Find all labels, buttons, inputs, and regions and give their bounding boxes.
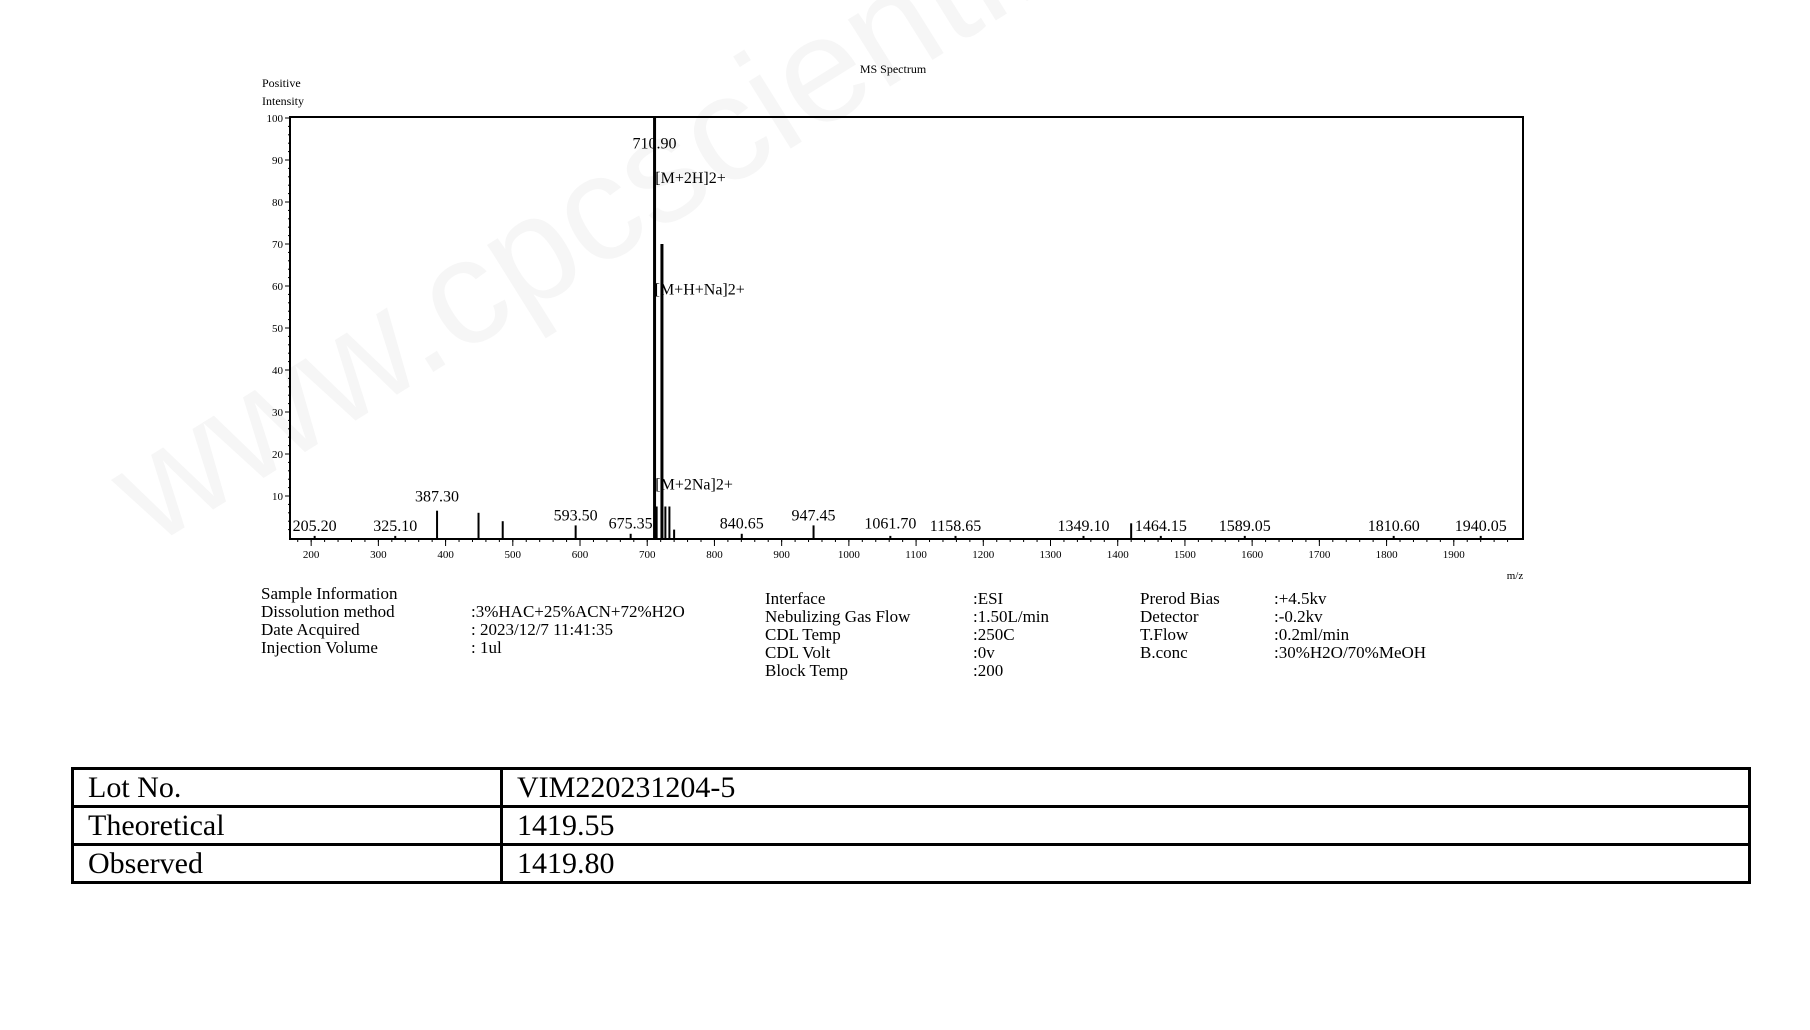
y-axis-label-line2: Intensity <box>262 94 304 108</box>
peak-label: 1349.10 <box>1057 517 1110 535</box>
theoretical-label: Theoretical <box>73 807 502 845</box>
peak-label: 205.20 <box>292 517 337 535</box>
y-tick-label: 90 <box>272 155 283 167</box>
peak-label: 1940.05 <box>1454 517 1507 535</box>
info-label: Detector <box>1140 607 1199 626</box>
y-tick-label: 40 <box>272 365 283 377</box>
peak-label: 1589.05 <box>1218 517 1271 535</box>
info-value: :+4.5kv <box>1274 589 1327 608</box>
info-label: Interface <box>765 589 826 608</box>
plot-frame <box>290 117 1523 539</box>
peak-label: 387.30 <box>415 488 460 506</box>
x-tick-label: 200 <box>302 549 320 561</box>
peak-annotation: [M+2H]2+ <box>655 170 726 188</box>
lot-table <box>71 767 1751 884</box>
info-label: Injection Volume <box>261 638 378 657</box>
peak-labels-group <box>293 136 1507 535</box>
peak-label: 1158.65 <box>929 517 982 535</box>
info-label: B.conc <box>1140 643 1188 662</box>
lot-label: Lot No. <box>73 769 502 807</box>
x-tick-label: 900 <box>773 549 790 561</box>
x-tick-label: 1600 <box>1241 549 1264 561</box>
y-tick-label: 10 <box>272 491 283 503</box>
y-tick-label: 70 <box>272 239 283 251</box>
info-value: :3%HAC+25%ACN+72%H2O <box>471 602 685 621</box>
table-row <box>73 769 1750 807</box>
theoretical-value: 1419.55 <box>502 807 1750 845</box>
info-value: :ESI <box>973 589 1004 608</box>
observed-label: Observed <box>73 845 502 883</box>
x-tick-label: 1500 <box>1173 549 1196 561</box>
peak-label: 1464.15 <box>1134 517 1187 535</box>
info-label: Block Temp <box>765 661 849 680</box>
y-tick-label: 30 <box>272 407 283 419</box>
lot-value: VIM220231204-5 <box>502 769 1750 807</box>
info-value: : 1ul <box>471 638 502 657</box>
x-tick-label: 800 <box>706 549 723 561</box>
y-axis-label-line1: Positive <box>262 76 301 90</box>
peak-annotation: [M+H+Na]2+ <box>654 281 745 299</box>
info-value: : 2023/12/7 11:41:35 <box>471 620 613 639</box>
chart-title: MS Spectrum <box>859 62 927 76</box>
y-axis <box>267 113 292 530</box>
info-label: T.Flow <box>1140 625 1189 644</box>
info-label: CDL Temp <box>765 625 841 644</box>
info-value: :-0.2kv <box>1274 607 1323 626</box>
info-value: :0.2ml/min <box>1274 625 1350 644</box>
x-tick-label: 1300 <box>1039 549 1062 561</box>
peak-label: 947.45 <box>791 507 836 525</box>
info-value: :200 <box>973 661 1004 680</box>
table-row <box>73 807 1750 845</box>
x-tick-label: 1000 <box>837 549 860 561</box>
annotations-group <box>655 170 745 494</box>
info-value: :0v <box>973 643 995 662</box>
y-tick-label: 50 <box>272 323 283 335</box>
info-value: :1.50L/min <box>973 607 1050 626</box>
x-tick-label: 400 <box>437 549 454 561</box>
peak-label: 593.50 <box>553 507 598 525</box>
observed-value: 1419.80 <box>502 845 1750 883</box>
peak-label: 840.65 <box>719 515 764 533</box>
peaks-group <box>315 118 1481 538</box>
info-label: CDL Volt <box>765 643 831 662</box>
y-tick-label: 20 <box>272 449 283 461</box>
table-row <box>73 845 1750 883</box>
info-label: Dissolution method <box>261 602 395 621</box>
y-tick-label: 100 <box>266 113 283 125</box>
info-label: Date Acquired <box>261 620 360 639</box>
x-tick-label: 1200 <box>972 549 995 561</box>
x-tick-label: 700 <box>638 549 656 561</box>
x-tick-label: 1900 <box>1442 549 1465 561</box>
x-tick-label: 500 <box>504 549 522 561</box>
x-tick-label: 1800 <box>1375 549 1398 561</box>
y-tick-label: 60 <box>272 281 283 293</box>
peak-label: 710.90 <box>632 135 677 153</box>
info-label: Prerod Bias <box>1140 589 1220 608</box>
x-tick-label: 600 <box>571 549 589 561</box>
peak-label: 675.35 <box>608 515 653 533</box>
peak-label: 1810.60 <box>1367 517 1420 535</box>
x-axis <box>298 538 1508 561</box>
peak-label: 325.10 <box>373 517 418 535</box>
peak-label: 1061.70 <box>864 515 917 533</box>
peak-annotation: [M+2Na]2+ <box>655 476 733 494</box>
x-axis-label: m/z <box>1506 570 1524 582</box>
y-tick-label: 80 <box>272 197 283 209</box>
info-value: :30%H2O/70%MeOH <box>1274 643 1427 662</box>
x-tick-label: 1700 <box>1308 549 1331 561</box>
x-tick-label: 1100 <box>905 549 927 561</box>
info-label: Nebulizing Gas Flow <box>765 607 911 626</box>
x-tick-label: 1400 <box>1106 549 1129 561</box>
info-label: Sample Information <box>261 584 398 603</box>
x-tick-label: 300 <box>370 549 387 561</box>
info-value: :250C <box>973 625 1015 644</box>
